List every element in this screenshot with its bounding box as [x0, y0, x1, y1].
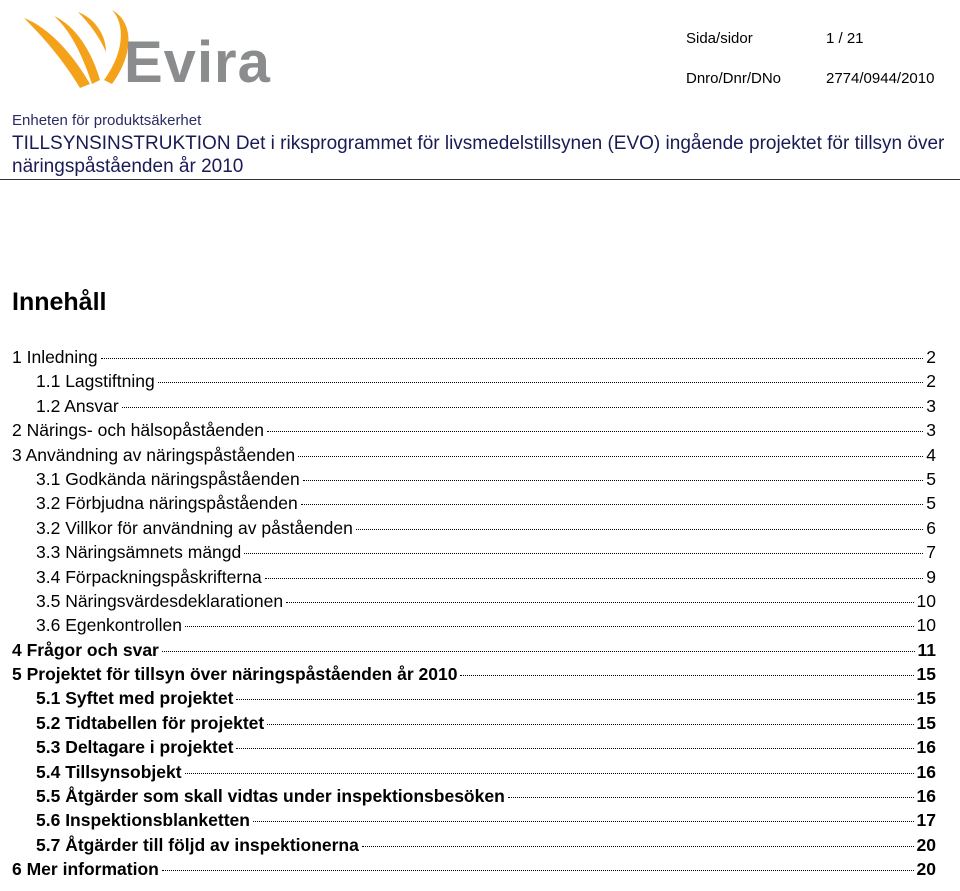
toc-entry[interactable] [12, 664, 936, 688]
toc-dot-leader [236, 699, 913, 700]
toc-entry-page: 3 [926, 420, 936, 441]
toc-entry-label: 3.5 Näringsvärdesdeklarationen [36, 590, 284, 611]
toc-entry-page: 20 [916, 834, 936, 855]
logo-wordmark: Evira [124, 30, 271, 90]
toc-entry[interactable] [12, 371, 936, 395]
page-label: Sida/sidor [686, 30, 753, 47]
toc-entry-page: 15 [916, 664, 936, 685]
toc-entry-page: 5 [926, 468, 936, 489]
toc-entry[interactable] [12, 713, 936, 737]
toc-entry-page: 10 [916, 590, 936, 611]
toc-entry[interactable] [12, 567, 936, 591]
toc-entry[interactable] [12, 835, 936, 859]
toc-entry[interactable] [12, 762, 936, 786]
toc-entry-page: 15 [916, 688, 936, 709]
toc-entry-page: 6 [926, 517, 936, 538]
toc-entry-label: 5.3 Deltagare i projektet [36, 737, 234, 758]
toc-entry[interactable] [12, 688, 936, 712]
toc-dot-leader [303, 480, 924, 481]
toc-dot-leader [301, 504, 924, 505]
toc-entry[interactable] [12, 396, 936, 420]
toc-dot-leader [508, 797, 914, 798]
toc-entry-label: 4 Frågor och svar [12, 639, 159, 660]
page-value: 1 / 21 [826, 30, 864, 47]
toc-dot-leader [185, 626, 914, 627]
toc-dot-leader [265, 578, 924, 579]
toc-entry-label: 5.6 Inspektionsblanketten [36, 810, 250, 831]
dnro-value: 2774/0944/2010 [826, 70, 935, 87]
toc-entry-page: 16 [916, 786, 936, 807]
toc-dot-leader [162, 651, 915, 652]
toc-entry-label: 5 Projektet för tillsyn över näringspåståenden år 2010 [12, 664, 458, 685]
toc-entry[interactable] [12, 518, 936, 542]
toc-entry-label: 3.4 Förpackningspåskrifterna [36, 566, 262, 587]
toc-entry-page: 7 [926, 542, 936, 563]
toc-entry-label: 5.7 Åtgärder till följd av inspektionerna [36, 834, 359, 855]
toc-entry-page: 16 [916, 761, 936, 782]
toc-entry-label: 3 Användning av näringspåståenden [12, 444, 296, 465]
toc-dot-leader [267, 431, 923, 432]
toc-entry-label: 5.2 Tidtabellen för projektet [36, 712, 265, 733]
unit-name: Enheten för produktsäkerhet [12, 112, 202, 129]
toc-dot-leader [298, 456, 923, 457]
toc-dot-leader [460, 675, 913, 676]
toc-entry[interactable] [12, 420, 936, 444]
toc-dot-leader [356, 529, 923, 530]
toc-dot-leader [267, 724, 913, 725]
toc-entry-label: 1.1 Lagstiftning [36, 371, 155, 392]
table-of-contents [12, 347, 936, 884]
toc-dot-leader [162, 870, 914, 871]
toc-entry-page: 2 [926, 371, 936, 392]
toc-dot-leader [362, 846, 914, 847]
toc-dot-leader [122, 407, 924, 408]
toc-entry[interactable] [12, 542, 936, 566]
toc-entry-label: 3.2 Förbjudna näringspåståenden [36, 493, 298, 514]
toc-entry-label: 1 Inledning [12, 347, 98, 367]
toc-entry-page: 17 [916, 810, 936, 831]
toc-entry-page: 11 [917, 639, 936, 660]
toc-entry[interactable] [12, 859, 936, 883]
toc-heading: Innehåll [12, 288, 107, 316]
toc-entry-label: 6 Mer information [12, 859, 159, 880]
toc-entry-page: 20 [916, 859, 936, 880]
toc-dot-leader [158, 382, 924, 383]
toc-entry[interactable] [12, 493, 936, 517]
toc-entry-label: 5.1 Syftet med projektet [36, 688, 234, 709]
toc-entry-page: 2 [926, 347, 936, 367]
document-title: TILLSYNSINSTRUKTION Det i riksprogrammet för livsmedelstillsynen (EVO) ingående projektet för tillsyn över näringspåståenden år 2010 [12, 133, 945, 177]
toc-entry-label: 5.4 Tillsynsobjekt [36, 761, 182, 782]
toc-dot-leader [236, 748, 913, 749]
toc-entry[interactable] [12, 810, 936, 834]
toc-dot-leader [244, 553, 923, 554]
toc-entry-label: 3.2 Villkor för användning av påståenden [36, 517, 353, 538]
toc-dot-leader [286, 602, 913, 603]
toc-entry[interactable] [12, 347, 936, 371]
toc-entry-label: 2 Närings- och hälsopåståenden [12, 420, 264, 441]
toc-entry-label: 3.1 Godkända näringspåståenden [36, 468, 300, 489]
toc-entry[interactable] [12, 591, 936, 615]
toc-entry-page: 10 [916, 615, 936, 636]
toc-dot-leader [101, 358, 924, 359]
dnro-label: Dnro/Dnr/DNo [686, 70, 782, 87]
toc-entry-label: 5.5 Åtgärder som skall vidtas under inspektionsbesöken [36, 786, 505, 807]
toc-dot-leader [253, 821, 914, 822]
header-divider [0, 179, 960, 180]
evira-logo [20, 8, 280, 90]
toc-entry[interactable] [12, 737, 936, 761]
toc-entry-page: 5 [926, 493, 936, 514]
toc-entry[interactable] [12, 615, 936, 639]
toc-entry[interactable] [12, 445, 936, 469]
toc-entry-page: 9 [926, 566, 936, 587]
toc-entry-page: 15 [916, 712, 936, 733]
toc-entry[interactable] [12, 786, 936, 810]
toc-entry-label: 3.6 Egenkontrollen [36, 615, 182, 636]
toc-entry-label: 3.3 Näringsämnets mängd [36, 542, 242, 563]
toc-entry-label: 1.2 Ansvar [36, 395, 119, 416]
toc-entry-page: 3 [926, 395, 936, 416]
toc-entry-page: 4 [926, 444, 936, 465]
toc-entry[interactable] [12, 469, 936, 493]
toc-entry-page: 16 [916, 737, 936, 758]
toc-entry[interactable] [12, 640, 936, 664]
toc-dot-leader [185, 773, 914, 774]
logo-swirl-icon [24, 10, 129, 88]
